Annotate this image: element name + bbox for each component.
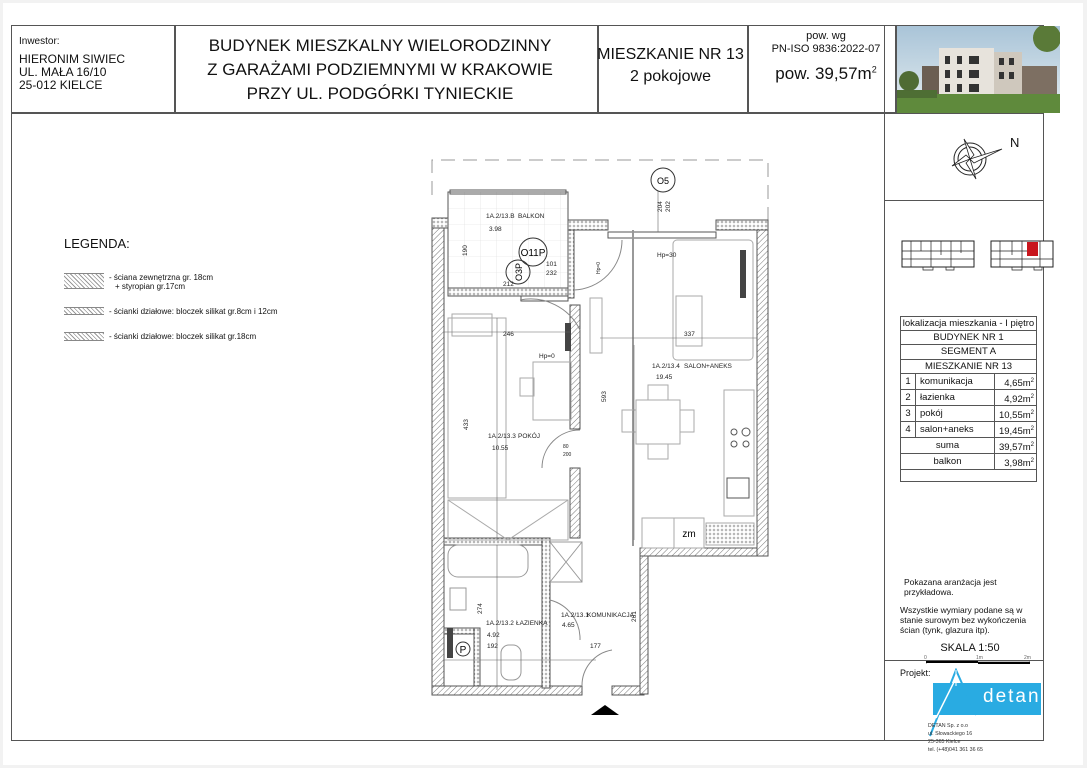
svg-text:192: 192: [487, 643, 498, 650]
svg-text:1A.2/13.B: 1A.2/13.B: [486, 213, 515, 220]
unit-sup: 2: [1030, 458, 1034, 464]
room-no: 4: [901, 422, 916, 437]
note-arrangement: Pokazana aranżacja jest przykładowa.: [904, 577, 997, 597]
svg-text:212: 212: [503, 281, 514, 288]
area-total-value: pow. 39,57m: [775, 64, 872, 83]
location-apartment: MIESZKANIE NR 13: [900, 360, 1037, 375]
location-floor: lokalizacja mieszkania - I piętro: [900, 316, 1037, 331]
svg-text:zm: zm: [682, 529, 696, 540]
svg-text:10.55: 10.55: [492, 445, 509, 452]
area-unit-sup: 2: [871, 64, 877, 75]
svg-text:337: 337: [684, 331, 695, 338]
svg-text:KOMUNIKACJA: KOMUNIKACJA: [587, 612, 634, 619]
svg-text:232: 232: [546, 270, 557, 277]
room-name: komunikacja: [920, 376, 973, 387]
svg-text:3.98: 3.98: [489, 226, 502, 233]
legend-text: - ściana zewnętrzna gr. 18cm: [109, 273, 214, 282]
apartment-number: MIESZKANIE NR 13: [597, 46, 744, 63]
investor-street: UL. MAŁA 16/10: [19, 65, 107, 79]
svg-text:O11P: O11P: [520, 248, 546, 259]
balcony-label: balkon: [933, 456, 962, 467]
apartment-rooms: 2 pokojowe: [630, 68, 711, 85]
svg-text:Hp=30: Hp=30: [657, 252, 677, 259]
svg-text:4.92: 4.92: [487, 632, 500, 639]
room-name: łazienka: [920, 392, 955, 403]
svg-text:19.45: 19.45: [656, 374, 673, 381]
legend-text: - ścianki działowe: bloczek silikat gr.18cm: [109, 332, 257, 341]
svg-text:4.65: 4.65: [562, 622, 575, 629]
svg-text:O3P: O3P: [514, 262, 524, 282]
location-segment: SEGMENT A: [900, 345, 1037, 360]
investor-city: 25-012 KIELCE: [19, 78, 103, 92]
svg-text:Hp=0: Hp=0: [539, 353, 555, 360]
area-standard: PN-ISO 9836:2022-07: [771, 43, 881, 55]
north-label: N: [1010, 135, 1020, 150]
sum-label: suma: [935, 440, 960, 451]
svg-text:P: P: [459, 645, 467, 656]
legend-text: - ścianki działowe: bloczek silikat gr.8cm i 12cm: [109, 307, 278, 316]
scale-tick: 0: [924, 655, 927, 661]
company-phone: tel. (+48)041 361 36 65: [928, 747, 983, 753]
svg-text:200: 200: [563, 452, 572, 458]
investor-name: HIERONIM SIWIEC: [19, 52, 126, 66]
title-line-1: BUDYNEK MIESZKALNY WIELORODZINNY: [208, 36, 552, 55]
svg-text:204: 204: [657, 201, 664, 212]
balcony-value: 3,98m: [1004, 458, 1031, 470]
scale-tick: 1m: [976, 655, 983, 661]
unit-sup: 2: [1030, 442, 1034, 448]
svg-text:202: 202: [665, 201, 672, 212]
svg-text:177: 177: [590, 643, 601, 650]
note-dimensions: Wszystkie wymiary podane są w stanie surowym bez wykończenia ścian (tynk, glazura itp).: [900, 605, 1027, 635]
svg-text:1A.2/13.3: 1A.2/13.3: [488, 433, 516, 440]
room-area-value: 19,45m: [998, 426, 1031, 438]
legend-text: + styropian gr.17cm: [115, 282, 186, 291]
area-standard-label: pow. wg: [806, 30, 846, 42]
unit-sup: 2: [1030, 394, 1034, 400]
sum-value: 39,57m: [998, 442, 1031, 454]
svg-text:POKÓJ: POKÓJ: [518, 433, 541, 440]
entrance-arrow-icon: [591, 705, 619, 715]
scale-label: SKALA 1:50: [940, 642, 1000, 654]
svg-text:274: 274: [477, 603, 484, 614]
room-area-value: 4,92m: [1004, 394, 1031, 406]
company-street: ul. Słowackiego 16: [928, 731, 973, 737]
svg-text:SALON+ANEKS: SALON+ANEKS: [684, 363, 732, 370]
scale-tick: 2m: [1024, 655, 1031, 661]
title-line-2: Z GARAŻAMI PODZIEMNYMI W KRAKOWIE: [207, 60, 553, 79]
svg-text:O5: O5: [656, 176, 670, 186]
svg-text:ŁAZIENKA: ŁAZIENKA: [516, 620, 548, 627]
svg-text:Hp=0: Hp=0: [596, 261, 602, 274]
svg-text:190: 190: [462, 245, 469, 256]
room-no: 1: [901, 374, 916, 389]
svg-text:246: 246: [503, 331, 514, 338]
svg-text:1A.2/13.1: 1A.2/13.1: [561, 612, 589, 619]
company-city: 25-365 Kielce: [928, 739, 961, 745]
svg-text:101: 101: [546, 261, 557, 268]
svg-text:1A.2/13.4: 1A.2/13.4: [652, 363, 680, 370]
svg-text:BALKON: BALKON: [518, 213, 545, 220]
room-name: pokój: [920, 408, 943, 419]
room-name: salon+aneks: [920, 424, 974, 435]
svg-text:593: 593: [601, 391, 608, 402]
svg-text:433: 433: [463, 419, 470, 430]
company-name: DETAN Sp. z o.o: [928, 723, 968, 729]
location-building: BUDYNEK NR 1: [900, 331, 1037, 346]
title-line-3: PRZY UL. PODGÓRKI TYNIECKIE: [246, 84, 514, 103]
svg-text:1A.2/13.2: 1A.2/13.2: [486, 620, 514, 627]
room-area-value: 4,65m: [1004, 378, 1031, 390]
investor-label: Inwestor:: [19, 36, 60, 47]
room-no: 2: [901, 390, 916, 405]
logo-text: detan: [983, 686, 1041, 707]
room-no: 3: [901, 406, 916, 421]
unit-sup: 2: [1030, 378, 1034, 384]
room-area-value: 10,55m: [998, 410, 1031, 422]
svg-text:261: 261: [631, 611, 638, 622]
svg-text:80: 80: [563, 444, 569, 450]
unit-sup: 2: [1030, 426, 1034, 432]
unit-sup: 2: [1030, 410, 1034, 416]
legend-title: LEGENDA:: [64, 236, 130, 251]
project-label: Projekt:: [900, 668, 931, 678]
